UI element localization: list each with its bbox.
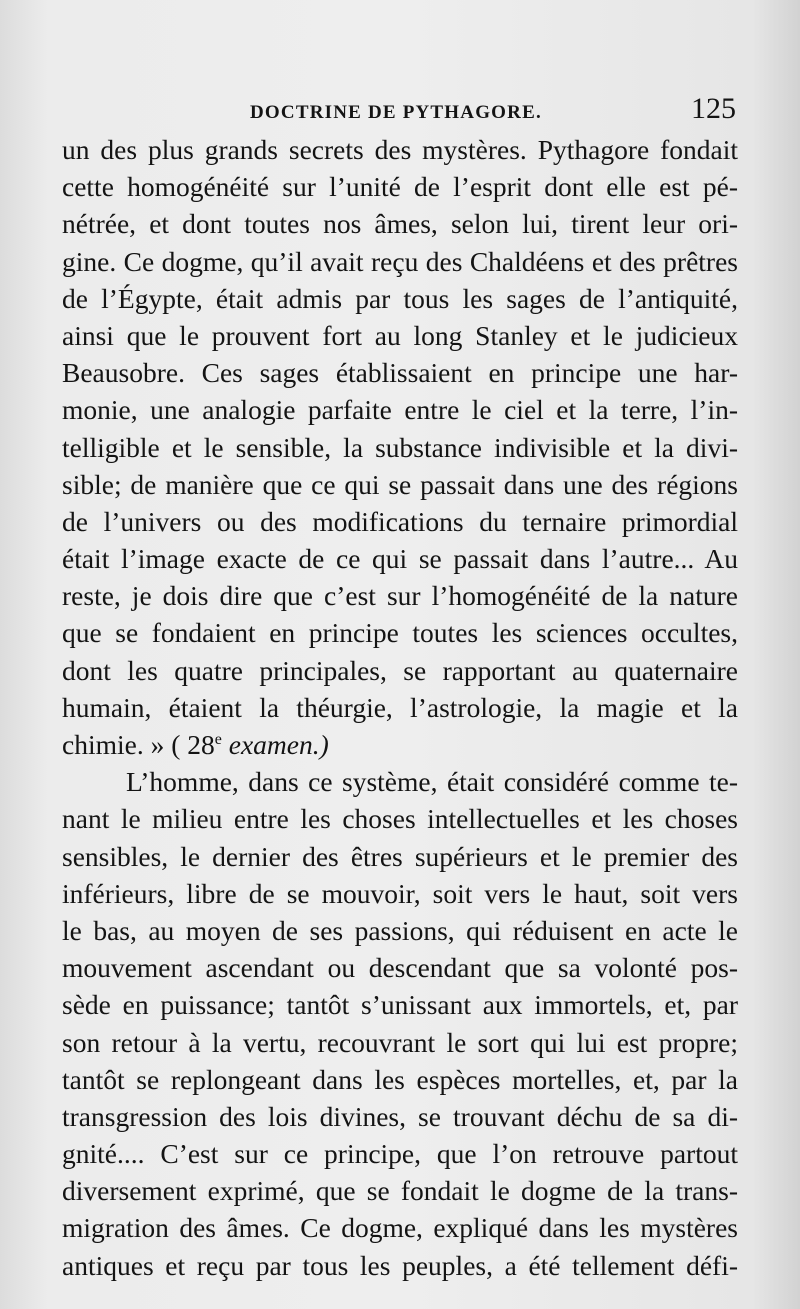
text-line: telligible et le sensible, la substance indivisible et la divi-: [62, 431, 738, 463]
text-line: inférieurs, libre de se mouvoir, soit vers le haut, soit vers: [62, 877, 738, 909]
text-line: tantôt se replongeant dans les espèces mortelles, et, par la: [62, 1063, 738, 1095]
text-line: était l’image exacte de ce qui se passait dans l’autre... Au: [62, 543, 738, 575]
paragraph-1: [62, 131, 738, 763]
text-line-citation: [62, 726, 738, 763]
text-line: son retour à la vertu, recouvrant le sort qui lui est propre;: [62, 1026, 738, 1058]
page-header: [62, 92, 738, 130]
text-line: de l’univers ou des modifications du ternaire primordial: [62, 505, 738, 537]
text-line: sède en puissance; tantôt s’unissant aux immortels, et, par: [62, 989, 738, 1021]
text-line: dont les quatre principales, se rapportant au quaternaire: [62, 654, 738, 686]
text-line: que se fondaient en principe toutes les sciences occultes,: [62, 617, 738, 649]
text-line: gnité.... C’est sur ce principe, que l’on retrouve partout: [62, 1138, 738, 1170]
citation-superscript: e: [214, 730, 222, 748]
paragraph-2: [62, 763, 738, 1284]
text-line: transgression des lois divines, se trouvant déchu de sa di-: [62, 1100, 738, 1132]
text-line: monie, une analogie parfaite entre le ciel et la terre, l’in-: [62, 394, 738, 426]
text-line: mouvement ascendant ou descendant que sa volonté pos-: [62, 952, 738, 984]
text-line: un des plus grands secrets des mystères. Pythagore fondait: [62, 134, 738, 165]
text-line: sensibles, le dernier des êtres supérieurs et le premier des: [62, 840, 738, 872]
citation-prefix: chimie. » ( 28: [62, 729, 215, 760]
body-text: [62, 131, 738, 1284]
text-line: sible; de manière que ce qui se passait dans une des régions: [62, 468, 738, 500]
text-line: le bas, au moyen de ses passions, qui réduisent en acte le: [62, 914, 738, 946]
page-number: 125: [691, 92, 736, 125]
text-line: Beausobre. Ces sages établissaient en principe une har-: [62, 357, 738, 389]
text-line: reste, je dois dire que c’est sur l’homogénéité de la nature: [62, 580, 738, 612]
text-line: migration des âmes. Ce dogme, expliqué dans les mystères: [62, 1212, 738, 1244]
text-line: de l’Égypte, était admis par tous les sages de l’antiquité,: [62, 282, 738, 314]
running-title: DOCTRINE DE PYTHAGORE.: [250, 102, 542, 123]
text-line: nant le milieu entre les choses intellectuelles et les choses: [62, 803, 738, 835]
text-line: L’homme, dans ce système, était considéré comme te-: [126, 766, 738, 798]
text-line: nétrée, et dont toutes nos âmes, selon lui, tirent leur ori-: [62, 208, 738, 240]
text-line: ainsi que le prouvent fort au long Stanley et le judicieux: [62, 319, 738, 351]
text-line: cette homogénéité sur l’unité de l’esprit dont elle est pé-: [62, 171, 738, 203]
text-line: humain, étaient la théurgie, l’astrologie, la magie et la: [62, 691, 738, 723]
citation-italic: examen.): [228, 729, 329, 760]
text-line: gine. Ce dogme, qu’il avait reçu des Chaldéens et des prêtres: [62, 245, 738, 277]
text-line: diversement exprimé, que se fondait le dogme de la trans-: [62, 1175, 738, 1207]
text-line: antiques et reçu par tous les peuples, a été tellement défi-: [62, 1249, 738, 1281]
